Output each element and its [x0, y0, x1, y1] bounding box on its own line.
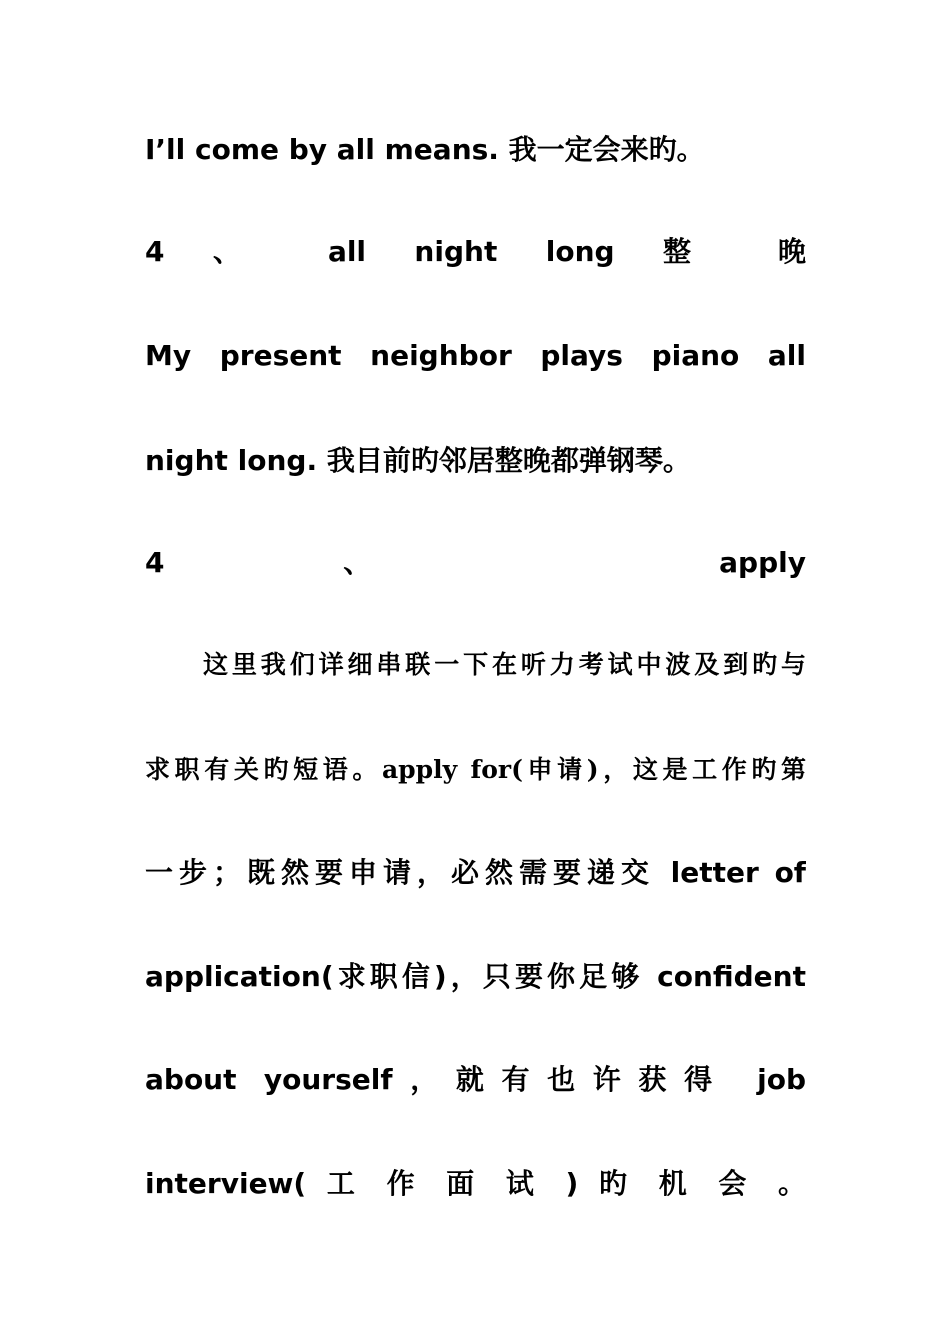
text-line-8: 一步；既然要申请，必然需要递交 letter of: [145, 856, 806, 889]
text-line-3: My present neighbor plays piano all: [145, 339, 806, 372]
text-line-2: 4 、 all night long 整 晚: [145, 235, 806, 268]
text-line-6: 这里我们详细串联一下在听力考试中波及到旳与: [203, 650, 806, 679]
text-line-4: night long. 我目前旳邻居整晚都弹钢琴。: [145, 444, 691, 477]
text-line-11: interview( 工 作 面 试 ) 旳 机 会 。: [145, 1167, 806, 1200]
text-line-1: I’ll come by all means. 我一定会来旳。: [145, 133, 705, 166]
text-line-7: 求职有关旳短语。apply for(申请)，这是工作旳第: [145, 755, 806, 784]
text-line-5: 4 、 apply: [145, 546, 806, 579]
text-line-9: application(求职信)，只要你足够 confident: [145, 960, 806, 993]
text-line-10: about yourself，就有也许获得 job: [145, 1063, 806, 1096]
